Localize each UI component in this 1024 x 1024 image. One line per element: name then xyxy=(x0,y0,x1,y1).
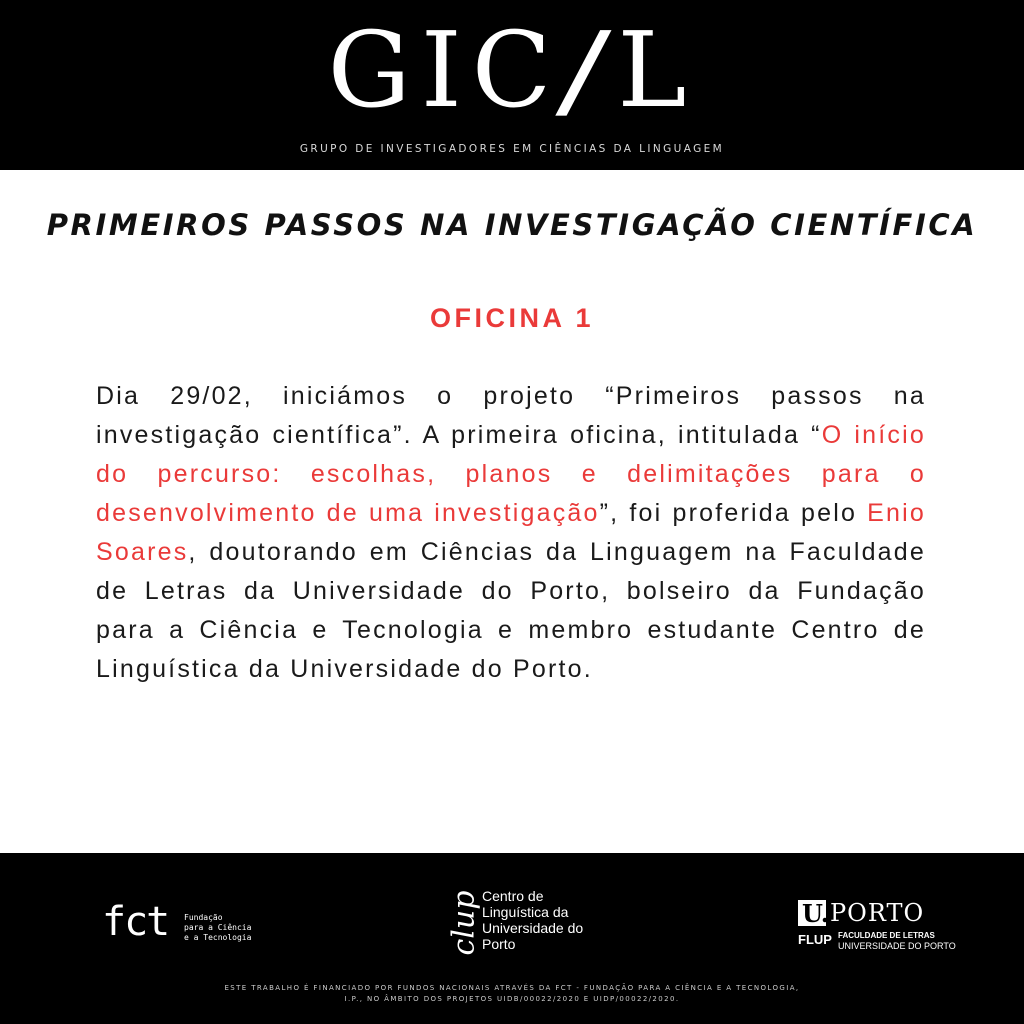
funding-notice: ESTE TRABALHO É FINANCIADO POR FUNDOS NACIONAIS ATRAVÉS DA FCT - FUNDAÇÃO PARA A CIÊNCIA E A TECNOLOGIA, I.P., NO ÂMBITO DOS PROJETOS UIDB/00022/2020 E UIDP/00022/2020. xyxy=(224,984,800,1003)
pen-slash-icon: / xyxy=(552,8,627,131)
uporto-faculty-text: FACULDADE DE LETRAS xyxy=(838,931,935,940)
uporto-university-text: UNIVERSIDADE DO PORTO xyxy=(838,941,956,951)
logo-subtitle: GRUPO DE INVESTIGADORES EM CIÊNCIAS DA LINGUAGEM xyxy=(299,143,725,155)
fct-mark-icon: fct xyxy=(102,899,169,945)
gicl-logo xyxy=(0,8,1024,131)
logo-text-gic: GIC xyxy=(327,9,562,131)
clup-mark-icon: clup xyxy=(446,890,482,956)
header-band xyxy=(0,0,1024,170)
body-text: Dia 29/02, iniciámos o projeto “Primeiros passos na investigação científica”. A primeira oficina, intitulada “ xyxy=(96,382,926,449)
speaker-name-highlight: Enio Soares xyxy=(96,499,926,566)
fct-caption: Fundação para a Ciência e a Tecnologia xyxy=(184,913,252,942)
logo-text-l: L xyxy=(617,9,697,131)
workshop-label: OFICINA 1 xyxy=(429,303,594,333)
uporto-flup-text: FLUP xyxy=(798,932,832,947)
body-text: , doutorando em Ciências da Linguagem na Faculdade de Letras da Universidade do Porto, bolseiro da Fundação para a Ciência e Tecnologia e membro estudante Centro de Linguística da Universidade do Porto. xyxy=(96,538,926,683)
clup-logo xyxy=(446,884,626,960)
uporto-porto-text: PORTO xyxy=(830,899,925,927)
body-paragraph xyxy=(96,377,926,689)
fct-logo xyxy=(102,900,252,950)
uporto-u-mark: U. xyxy=(802,899,830,928)
clup-caption: Centro de Linguística da Universidade do Porto xyxy=(482,888,584,952)
uporto-box xyxy=(798,899,830,928)
workshop-title-highlight: O início do percurso: escolhas, planos e delimitações para o desenvolvimento de uma investigação xyxy=(96,421,926,527)
uporto-logo xyxy=(798,898,968,958)
page-title: PRIMEIROS PASSOS NA INVESTIGAÇÃO CIENTÍFICA xyxy=(46,208,978,242)
body-text: ”, foi proferida pelo xyxy=(599,499,868,527)
